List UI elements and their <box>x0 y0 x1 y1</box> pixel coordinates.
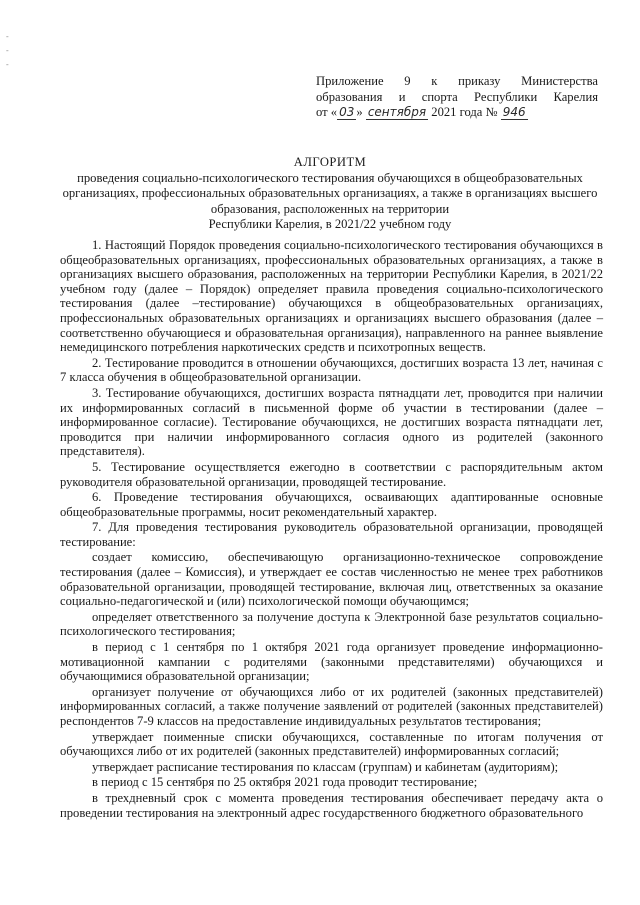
paragraph: утверждает расписание тестирования по классам (группам) и кабинетам (аудиториям); <box>92 759 559 774</box>
margin-mark: - <box>6 60 9 69</box>
paragraph: утверждает поименные списки обучающихся, составленные по итогам получения от обучающихся либо от их родителей (законных представителей) информированных согласий; <box>60 729 603 759</box>
annex-line-1: Приложение 9 к приказу Министерства <box>316 74 598 88</box>
annex-line-2: образования и спорта Республики Карелия <box>316 89 598 104</box>
paragraph: 1. Настоящий Порядок проведения социально-психологического тестирования обучающихся в общеобразовательных организациях, профессиональных образовательных организациях, а также в организациях высшего образования, расположенных на территории Республики Карелия, в 2021/22 учебном году (далее – Порядок) определяет правила проведения социально-психологического тестирования (далее –тестирование) обучающихся в общеобразовательных организациях, профессиональных образовательных организациях и организациях высшего образования (далее – соответственно обучающиеся и образовательная организация), направленного на раннее выявление немедицинского потребления наркотических средств и психотропных веществ. <box>60 238 603 355</box>
paragraph: в период с 1 сентября по 1 октября 2021 года организует проведение информационно-мотивационной кампании с родителями (законными представителями) обучающихся и обучающимися образовательной организации; <box>60 640 603 684</box>
paragraph: 5. Тестирование осуществляется ежегодно в соответствии с распорядительным актом руководителя образовательной организации, проводящей тестирование. <box>60 459 603 489</box>
annex-date-mid: » <box>356 105 363 119</box>
paragraph: в период с 15 сентября по 25 октября 2021 года проводит тестирование; <box>92 775 478 790</box>
handwritten-month: сентября <box>367 105 427 119</box>
margin-mark: - <box>6 46 9 55</box>
handwritten-order-number: 946 <box>502 105 526 119</box>
annex-header <box>316 74 598 121</box>
title-line: организациях, профессиональных образовательных организациях, а также в организациях высшего <box>62 186 598 201</box>
margin-mark: - <box>6 32 9 41</box>
handwritten-day: 03 <box>339 105 355 119</box>
annex-date-prefix: от « <box>316 105 338 119</box>
annex-line-3 <box>316 105 598 121</box>
annex-year: 2021 года № <box>431 105 498 119</box>
document-title <box>40 155 620 232</box>
title-line: проведения социально-психологического тестирования обучающихся в общеобразовательных <box>77 171 583 186</box>
paragraph: 6. Проведение тестирования обучающихся, осваивающих адаптированные основные общеобразовательные программы, носит рекомендательный характер. <box>60 490 603 519</box>
document-body <box>60 238 603 820</box>
paragraph: 3. Тестирование обучающихся, достигших возраста пятнадцати лет, проводится при наличии их информированных согласий в письменной форме об участии в тестировании (далее – информированное согласие). Тестирование обучающихся, не достигших возраста пятнадцати лет, проводится при наличии информированного согласия одного из родителей (законного представителя). <box>60 385 603 459</box>
paragraph: определяет ответственного за получение доступа к Электронной базе результатов социально-психологического тестирования; <box>60 609 603 639</box>
paragraph: в трехдневный срок с момента проведения тестирования обеспечивает передачу акта о проведении тестирования на электронный адрес государственного бюджетного образовательного <box>60 790 603 820</box>
title-heading: АЛГОРИТМ <box>293 155 367 169</box>
margin-marks <box>6 30 9 72</box>
paragraph: 2. Тестирование проводится в отношении обучающихся, достигших возраста 13 лет, начиная с 7 класса обучения в общеобразовательной организации. <box>60 355 603 385</box>
paragraph: организует получение от обучающихся либо от их родителей (законных представителей) информированных согласий, а также получение заявлений от родителей (законных представителей) респондентов 7-9 классов на предоставление индивидуальных результатов тестирования; <box>60 684 603 728</box>
title-line: Республики Карелия, в 2021/22 учебном году <box>208 216 452 231</box>
title-line: образования, расположенных на территории <box>210 201 450 216</box>
paragraph: создает комиссию, обеспечивающую организационно-техническое сопровождение тестирования (далее – Комиссия), и утверждает ее состав численностью не менее трех работников образовательной организации, проводящей тестирование, включая лиц, ответственных за оказание социально-педагогической и (или) психологической помощи обучающимся; <box>60 550 603 609</box>
paragraph: 7. Для проведения тестирования руководитель образовательной организации, проводящей тестирование: <box>60 520 603 549</box>
